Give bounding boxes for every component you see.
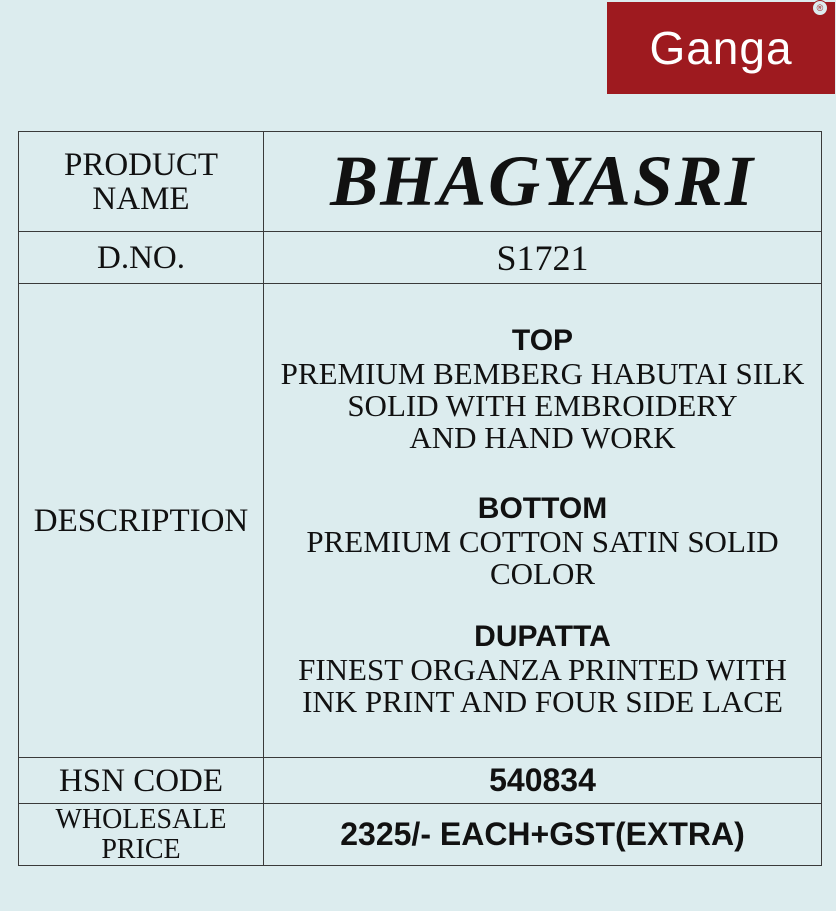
label-description: DESCRIPTION (19, 284, 264, 758)
label-wholesale-line2: PRICE (101, 833, 181, 865)
row-product-name (19, 132, 822, 232)
row-wholesale-price (19, 804, 822, 866)
label-design-no: D.NO. (19, 232, 264, 284)
value-wholesale-price (264, 804, 822, 866)
value-description (264, 284, 822, 758)
desc-line: FINEST ORGANZA PRINTED WITH (298, 651, 787, 687)
value-product-name (264, 132, 822, 232)
desc-heading-top: TOP (511, 323, 574, 357)
desc-heading-bottom: BOTTOM (477, 491, 608, 525)
logo-text: Ganga (649, 22, 793, 74)
desc-line: PREMIUM COTTON SATIN SOLID (306, 523, 779, 559)
label-hsn-code: HSN CODE (19, 758, 264, 804)
label-product-name-line2: NAME (92, 180, 190, 217)
label-wholesale-price (19, 804, 264, 866)
hsn-code-text: 540834 (489, 762, 596, 798)
value-hsn-code (264, 758, 822, 804)
desc-line: PREMIUM BEMBERG HABUTAI SILK (280, 355, 805, 391)
product-name-text: BHAGYASRI (330, 141, 755, 221)
product-spec-table (18, 131, 822, 866)
row-design-no (19, 232, 822, 284)
desc-heading-dupatta: DUPATTA (474, 619, 611, 653)
row-hsn-code (19, 758, 822, 804)
brand-logo (607, 2, 835, 94)
desc-line: SOLID WITH EMBROIDERY (347, 387, 738, 423)
wholesale-price-text: 2325/- EACH+GST(EXTRA) (340, 816, 745, 852)
desc-line: INK PRINT AND FOUR SIDE LACE (302, 683, 783, 719)
value-design-no (264, 232, 822, 284)
desc-line: COLOR (489, 555, 596, 591)
registered-mark-icon: ® (812, 0, 828, 16)
label-product-name-line1: PRODUCT (63, 146, 219, 183)
desc-line: AND HAND WORK (409, 419, 676, 455)
label-product-name (19, 132, 264, 232)
row-description (19, 284, 822, 758)
design-no-text: S1721 (496, 237, 589, 278)
label-wholesale-line1: WHOLESALE (55, 803, 227, 835)
